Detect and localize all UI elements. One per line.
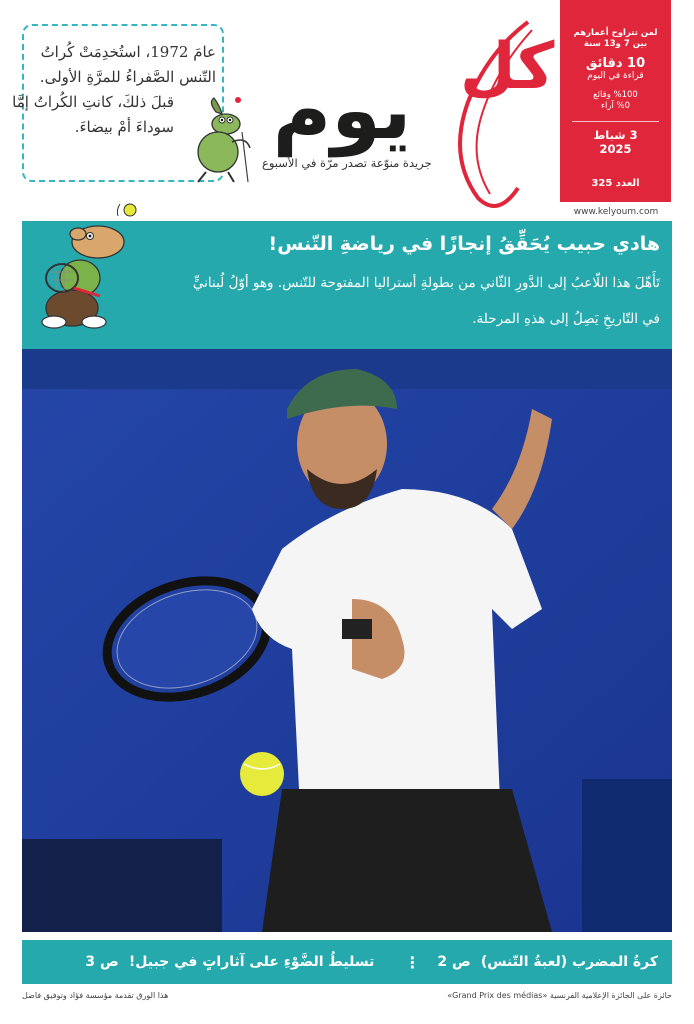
contents-page-2: ص 3: [85, 954, 119, 970]
info-divider: [572, 121, 659, 122]
contents-item-1[interactable]: كرةُ المضرب (لعبةُ التّنس): [480, 954, 658, 970]
contents-strip: [22, 940, 672, 984]
issue-number: العدد 325: [591, 178, 640, 189]
fact-line-3: قبلَ ذلكَ، كانتِ الكُراتُ إمَّا: [12, 93, 174, 111]
masthead-title: يوم: [272, 64, 412, 157]
headline-subline-2: في التّاريخِ يَصِلُ إلى هذهِ المرحلة.: [472, 311, 660, 327]
contents-page-1: ص 2: [437, 954, 471, 970]
age-line-2: بين 7 و13 سنة: [583, 39, 648, 49]
opinions-percent: %0 آراء: [600, 101, 631, 111]
headline-title: هادي حبيب يُحَقِّقُ إنجازًا في رياضةِ التّنس!: [268, 233, 660, 255]
contents-item-2[interactable]: تسليطُ الضَّوْءِ على آثاراتٍ في جبيل!: [128, 954, 375, 970]
info-column: [560, 0, 671, 202]
crocodile-cartoon-icon: [188, 92, 258, 186]
masthead-tagline: جريدة منوّعة تصدر مرّة في الأسبوع: [262, 156, 432, 170]
fact-line-2: التّنس الصَّفراءُ للمرَّةِ الأولى.: [39, 68, 216, 86]
website-link[interactable]: www.kelyoum.com: [573, 207, 659, 217]
contents-separator: ⋮: [404, 952, 422, 972]
award-note: حائزة على الجائزة الإعلامية الفرنسية «Grand Prix des médias»: [447, 991, 672, 1000]
date-year: 2025: [599, 142, 632, 156]
age-line-1: لمن تتراوح أعمارهم: [573, 28, 658, 38]
sponsor-note: هذا الورق تقدمة مؤسسة فؤاد وتوفيق فاضل: [22, 991, 169, 1000]
facts-percent: %100 وقائع: [593, 90, 638, 100]
facts-opinions: [560, 90, 671, 112]
tennis-player-photo: [22, 349, 672, 932]
reading-per-day: قراءة في اليوم: [587, 71, 644, 81]
logo-swoosh-icon: [420, 14, 560, 214]
age-range: [560, 28, 671, 50]
logo-text: كل: [460, 30, 555, 104]
reading-minutes: 10 دقائق: [585, 56, 646, 71]
issue-date: [560, 128, 671, 156]
fact-line-4: سوداءَ أمْ بيضاءَ.: [74, 118, 174, 136]
tennis-dog-cartoon-icon: [38, 198, 142, 338]
fact-line-1: عامَ 1972، استُخدِمَتْ كُراتُ: [40, 43, 216, 61]
headline-subline-1: تَأَهّلَ هذا اللّاعبُ إلى الدَّورِ الثّاني من بطولةِ أستراليا المفتوحة للتّنس. وهو أوّلُ لُبنانيٍّ: [192, 275, 660, 291]
date-day: 3 شباط: [593, 128, 638, 142]
